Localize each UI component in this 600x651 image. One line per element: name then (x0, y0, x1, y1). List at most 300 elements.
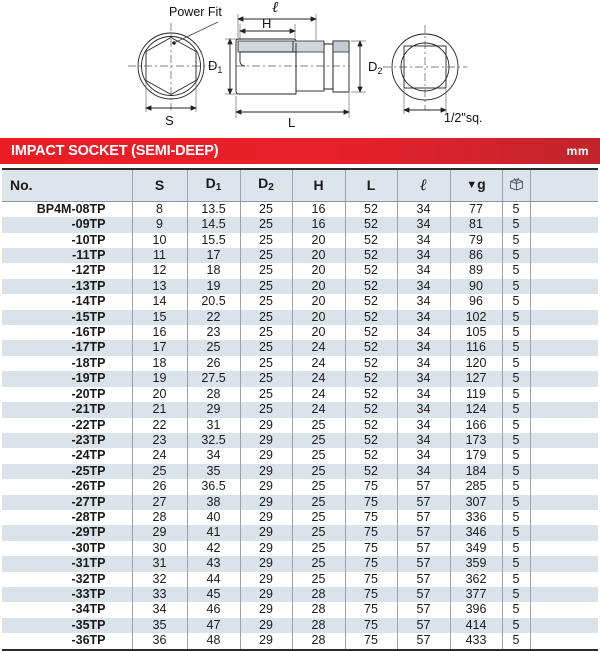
cell-d1: 44 (187, 572, 240, 587)
cell-l: 75 (345, 556, 397, 571)
cell-no: -35TP (2, 618, 132, 633)
cell-s: 35 (132, 618, 187, 633)
cell-no: -16TP (2, 325, 132, 340)
cell-s: 11 (132, 248, 187, 263)
table-row (2, 233, 598, 248)
table-row (2, 448, 598, 463)
cell-l: 52 (345, 464, 397, 479)
cell-no: -11TP (2, 248, 132, 263)
table-row (2, 217, 598, 232)
banner-title: IMPACT SOCKET (SEMI-DEEP) (11, 143, 219, 159)
cell-d2: 29 (240, 495, 292, 510)
cell-weight: 89 (450, 263, 502, 278)
cell-d2: 25 (240, 248, 292, 263)
table-row (2, 325, 598, 340)
cell-d2: 29 (240, 618, 292, 633)
cell-small-l: 57 (397, 479, 450, 494)
cell-d2: 29 (240, 479, 292, 494)
cell-d2: 25 (240, 279, 292, 294)
header-no: No. (2, 169, 132, 201)
cell-small-l: 34 (397, 325, 450, 340)
cell-d2: 29 (240, 418, 292, 433)
cell-package: 5 (502, 602, 530, 617)
cell-s: 25 (132, 464, 187, 479)
cell-weight: 166 (450, 418, 502, 433)
cell-package: 5 (502, 217, 530, 232)
cell-no: -10TP (2, 233, 132, 248)
cell-small-l: 57 (397, 572, 450, 587)
cell-h: 25 (292, 525, 345, 540)
cell-l: 52 (345, 233, 397, 248)
cell-l: 52 (345, 356, 397, 371)
cell-d1: 42 (187, 541, 240, 556)
cell-s: 26 (132, 479, 187, 494)
cell-d2: 29 (240, 572, 292, 587)
table-row (2, 525, 598, 540)
cell-s: 8 (132, 201, 187, 217)
table-row (2, 433, 598, 448)
banner-unit-label: mm (566, 144, 589, 158)
cell-d2: 29 (240, 587, 292, 602)
drive-inner-circle (401, 43, 449, 91)
cell-d2: 25 (240, 402, 292, 417)
cell-blank (530, 464, 598, 479)
cell-blank (530, 402, 598, 417)
socket-diagram-svg (0, 0, 600, 138)
cell-h: 25 (292, 448, 345, 463)
cell-h: 25 (292, 541, 345, 556)
cell-l: 52 (345, 433, 397, 448)
cell-small-l: 34 (397, 233, 450, 248)
cell-d1: 35 (187, 464, 240, 479)
triangle-down-icon: ▼ (466, 179, 478, 192)
cell-s: 19 (132, 371, 187, 386)
cell-d1: 14.5 (187, 217, 240, 232)
cell-no: -28TP (2, 510, 132, 525)
cell-weight: 77 (450, 201, 502, 217)
cell-small-l: 57 (397, 510, 450, 525)
cell-s: 23 (132, 433, 187, 448)
cell-l: 52 (345, 448, 397, 463)
cell-package: 5 (502, 340, 530, 355)
cell-blank (530, 602, 598, 617)
table-row (2, 248, 598, 263)
cell-no: BP4M-08TP (2, 201, 132, 217)
cell-blank (530, 587, 598, 602)
cell-d2: 29 (240, 633, 292, 649)
cell-h: 16 (292, 201, 345, 217)
cell-small-l: 34 (397, 448, 450, 463)
cell-d1: 46 (187, 602, 240, 617)
cell-h: 24 (292, 340, 345, 355)
cell-d1: 22 (187, 310, 240, 325)
table-row (2, 602, 598, 617)
label-square-drive: 1/2"sq. (444, 111, 483, 125)
cell-blank (530, 556, 598, 571)
cell-package: 5 (502, 418, 530, 433)
cell-h: 24 (292, 356, 345, 371)
header-weight: ▼g (450, 169, 502, 201)
cell-d2: 25 (240, 294, 292, 309)
cell-no: -26TP (2, 479, 132, 494)
cell-weight: 127 (450, 371, 502, 386)
cell-d1: 15.5 (187, 233, 240, 248)
cell-no: -19TP (2, 371, 132, 386)
cell-l: 75 (345, 541, 397, 556)
cell-package: 5 (502, 356, 530, 371)
cell-small-l: 34 (397, 279, 450, 294)
cell-d1: 32.5 (187, 433, 240, 448)
cell-d2: 25 (240, 310, 292, 325)
cell-s: 21 (132, 402, 187, 417)
table-row (2, 402, 598, 417)
cell-d2: 29 (240, 541, 292, 556)
cell-weight: 349 (450, 541, 502, 556)
cell-small-l: 34 (397, 217, 450, 232)
cell-blank (530, 448, 598, 463)
cell-blank (530, 479, 598, 494)
cell-l: 75 (345, 479, 397, 494)
cell-no: -14TP (2, 294, 132, 309)
cell-no: -31TP (2, 556, 132, 571)
cell-blank (530, 217, 598, 232)
cell-small-l: 34 (397, 294, 450, 309)
table-row (2, 495, 598, 510)
cell-weight: 124 (450, 402, 502, 417)
cell-blank (530, 418, 598, 433)
cell-weight: 184 (450, 464, 502, 479)
header-l: L (345, 169, 397, 201)
cell-d1: 31 (187, 418, 240, 433)
cell-package: 5 (502, 479, 530, 494)
cell-h: 25 (292, 510, 345, 525)
cell-small-l: 34 (397, 340, 450, 355)
cell-weight: 359 (450, 556, 502, 571)
cell-package: 5 (502, 325, 530, 340)
header-small-l: ℓ (397, 169, 450, 201)
cell-h: 20 (292, 248, 345, 263)
cell-s: 34 (132, 602, 187, 617)
cell-small-l: 57 (397, 587, 450, 602)
cell-h: 20 (292, 233, 345, 248)
label-power-fit: Power Fit (169, 5, 222, 19)
cell-l: 75 (345, 525, 397, 540)
cell-h: 28 (292, 633, 345, 649)
cell-h: 25 (292, 479, 345, 494)
cell-l: 52 (345, 371, 397, 386)
table-row (2, 633, 598, 649)
table-row (2, 294, 598, 309)
cell-package: 5 (502, 464, 530, 479)
cell-weight: 102 (450, 310, 502, 325)
cell-d1: 23 (187, 325, 240, 340)
cell-package: 5 (502, 448, 530, 463)
cell-no: -27TP (2, 495, 132, 510)
cell-d1: 40 (187, 510, 240, 525)
cell-l: 52 (345, 325, 397, 340)
cell-package: 5 (502, 633, 530, 649)
cell-small-l: 34 (397, 464, 450, 479)
cell-blank (530, 325, 598, 340)
cell-package: 5 (502, 201, 530, 217)
cell-weight: 96 (450, 294, 502, 309)
cell-small-l: 34 (397, 433, 450, 448)
cell-d2: 25 (240, 263, 292, 278)
cell-blank (530, 387, 598, 402)
label-s: S (165, 113, 174, 128)
header-package (502, 169, 530, 201)
cell-package: 5 (502, 279, 530, 294)
cell-blank (530, 433, 598, 448)
cell-d1: 28 (187, 387, 240, 402)
package-box-icon (509, 173, 524, 200)
cell-h: 25 (292, 495, 345, 510)
cell-blank (530, 633, 598, 649)
cell-d1: 19 (187, 279, 240, 294)
cell-no: -13TP (2, 279, 132, 294)
table-row (2, 572, 598, 587)
cell-h: 20 (292, 294, 345, 309)
table-row (2, 201, 598, 217)
cell-weight: 173 (450, 433, 502, 448)
cell-d1: 25 (187, 340, 240, 355)
cell-d2: 25 (240, 201, 292, 217)
cell-small-l: 34 (397, 387, 450, 402)
cell-d2: 29 (240, 556, 292, 571)
cell-s: 9 (132, 217, 187, 232)
cell-package: 5 (502, 433, 530, 448)
cell-l: 52 (345, 201, 397, 217)
cell-package: 5 (502, 248, 530, 263)
table-row (2, 510, 598, 525)
table-body (2, 201, 598, 649)
cell-package: 5 (502, 233, 530, 248)
cell-blank (530, 495, 598, 510)
cell-h: 20 (292, 310, 345, 325)
cell-no: -22TP (2, 418, 132, 433)
cell-d2: 29 (240, 525, 292, 540)
cell-package: 5 (502, 310, 530, 325)
table-row (2, 310, 598, 325)
cell-s: 14 (132, 294, 187, 309)
header-h: H (292, 169, 345, 201)
cell-d2: 29 (240, 448, 292, 463)
cell-s: 28 (132, 510, 187, 525)
cell-d1: 48 (187, 633, 240, 649)
cell-package: 5 (502, 618, 530, 633)
cell-package: 5 (502, 587, 530, 602)
cell-d2: 29 (240, 433, 292, 448)
cell-blank (530, 248, 598, 263)
cell-s: 36 (132, 633, 187, 649)
cell-s: 15 (132, 310, 187, 325)
header-d1: D1 (187, 169, 240, 201)
cell-no: -25TP (2, 464, 132, 479)
cell-no: -17TP (2, 340, 132, 355)
table-row (2, 479, 598, 494)
cell-weight: 119 (450, 387, 502, 402)
cell-l: 52 (345, 294, 397, 309)
cell-blank (530, 201, 598, 217)
label-l: L (288, 115, 296, 130)
header-s: S (132, 169, 187, 201)
cell-weight: 90 (450, 279, 502, 294)
cell-blank (530, 263, 598, 278)
cell-h: 28 (292, 587, 345, 602)
cell-l: 52 (345, 248, 397, 263)
table-row (2, 356, 598, 371)
cell-small-l: 34 (397, 248, 450, 263)
cell-blank (530, 510, 598, 525)
cell-s: 32 (132, 572, 187, 587)
cell-s: 20 (132, 387, 187, 402)
cell-no: -21TP (2, 402, 132, 417)
spec-table-container (0, 168, 600, 651)
cell-small-l: 34 (397, 201, 450, 217)
label-d2: $D_2$ (368, 59, 383, 76)
cell-d1: 17 (187, 248, 240, 263)
cell-blank (530, 541, 598, 556)
cell-s: 27 (132, 495, 187, 510)
cell-h: 24 (292, 371, 345, 386)
cell-d1: 45 (187, 587, 240, 602)
cell-weight: 396 (450, 602, 502, 617)
cell-weight: 86 (450, 248, 502, 263)
cell-package: 5 (502, 263, 530, 278)
cell-weight: 414 (450, 618, 502, 633)
cell-l: 75 (345, 587, 397, 602)
cell-d2: 25 (240, 340, 292, 355)
cell-weight: 116 (450, 340, 502, 355)
cell-h: 16 (292, 217, 345, 232)
cell-no: -29TP (2, 525, 132, 540)
cell-l: 75 (345, 572, 397, 587)
header-d2: D2 (240, 169, 292, 201)
cell-package: 5 (502, 556, 530, 571)
table-header-row (2, 169, 598, 201)
cell-s: 30 (132, 541, 187, 556)
cell-h: 20 (292, 325, 345, 340)
cell-blank (530, 233, 598, 248)
cell-h: 25 (292, 464, 345, 479)
cell-l: 52 (345, 217, 397, 232)
cell-s: 22 (132, 418, 187, 433)
technical-drawing (0, 0, 600, 138)
cell-package: 5 (502, 510, 530, 525)
cell-d2: 29 (240, 602, 292, 617)
cell-package: 5 (502, 294, 530, 309)
cell-l: 52 (345, 279, 397, 294)
table-row (2, 418, 598, 433)
cell-d1: 47 (187, 618, 240, 633)
cell-d1: 36.5 (187, 479, 240, 494)
label-d1: $D_1$ (208, 58, 223, 75)
cell-blank (530, 572, 598, 587)
cell-d1: 26 (187, 356, 240, 371)
cell-d2: 29 (240, 510, 292, 525)
cell-h: 20 (292, 279, 345, 294)
cell-package: 5 (502, 525, 530, 540)
cell-h: 25 (292, 433, 345, 448)
cell-d1: 20.5 (187, 294, 240, 309)
cell-h: 25 (292, 572, 345, 587)
cell-l: 52 (345, 310, 397, 325)
cell-h: 24 (292, 402, 345, 417)
cell-package: 5 (502, 572, 530, 587)
table-row (2, 556, 598, 571)
cell-no: -23TP (2, 433, 132, 448)
cell-l: 52 (345, 263, 397, 278)
cell-no: -33TP (2, 587, 132, 602)
cell-package: 5 (502, 402, 530, 417)
cell-s: 31 (132, 556, 187, 571)
socket-body-groove (324, 44, 333, 89)
cell-no: -20TP (2, 387, 132, 402)
cell-l: 52 (345, 340, 397, 355)
table-row (2, 371, 598, 386)
cell-weight: 336 (450, 510, 502, 525)
cell-weight: 346 (450, 525, 502, 540)
cell-weight: 377 (450, 587, 502, 602)
cell-d1: 38 (187, 495, 240, 510)
cell-package: 5 (502, 541, 530, 556)
table-row (2, 279, 598, 294)
cell-package: 5 (502, 371, 530, 386)
cell-d2: 25 (240, 325, 292, 340)
cell-l: 75 (345, 495, 397, 510)
cell-small-l: 57 (397, 495, 450, 510)
cell-no: -15TP (2, 310, 132, 325)
cell-small-l: 57 (397, 618, 450, 633)
cell-small-l: 34 (397, 371, 450, 386)
cell-no: -18TP (2, 356, 132, 371)
cell-d2: 25 (240, 356, 292, 371)
cell-weight: 285 (450, 479, 502, 494)
section-banner (0, 138, 600, 164)
cell-h: 25 (292, 556, 345, 571)
cell-package: 5 (502, 387, 530, 402)
table-row (2, 587, 598, 602)
cell-weight: 307 (450, 495, 502, 510)
cell-small-l: 57 (397, 556, 450, 571)
cell-weight: 362 (450, 572, 502, 587)
cell-s: 10 (132, 233, 187, 248)
cell-blank (530, 279, 598, 294)
cell-s: 16 (132, 325, 187, 340)
cell-weight: 105 (450, 325, 502, 340)
table-row (2, 340, 598, 355)
cell-blank (530, 356, 598, 371)
cell-no: -24TP (2, 448, 132, 463)
cell-l: 52 (345, 387, 397, 402)
cell-weight: 179 (450, 448, 502, 463)
header-blank (530, 169, 598, 201)
cell-s: 12 (132, 263, 187, 278)
cell-s: 18 (132, 356, 187, 371)
cell-blank (530, 340, 598, 355)
cell-d1: 13.5 (187, 201, 240, 217)
cell-d2: 25 (240, 233, 292, 248)
cell-s: 17 (132, 340, 187, 355)
cell-blank (530, 618, 598, 633)
cell-h: 28 (292, 602, 345, 617)
cell-blank (530, 294, 598, 309)
cell-no: -36TP (2, 633, 132, 649)
cell-s: 33 (132, 587, 187, 602)
cell-d1: 43 (187, 556, 240, 571)
cell-h: 20 (292, 263, 345, 278)
cell-weight: 433 (450, 633, 502, 649)
